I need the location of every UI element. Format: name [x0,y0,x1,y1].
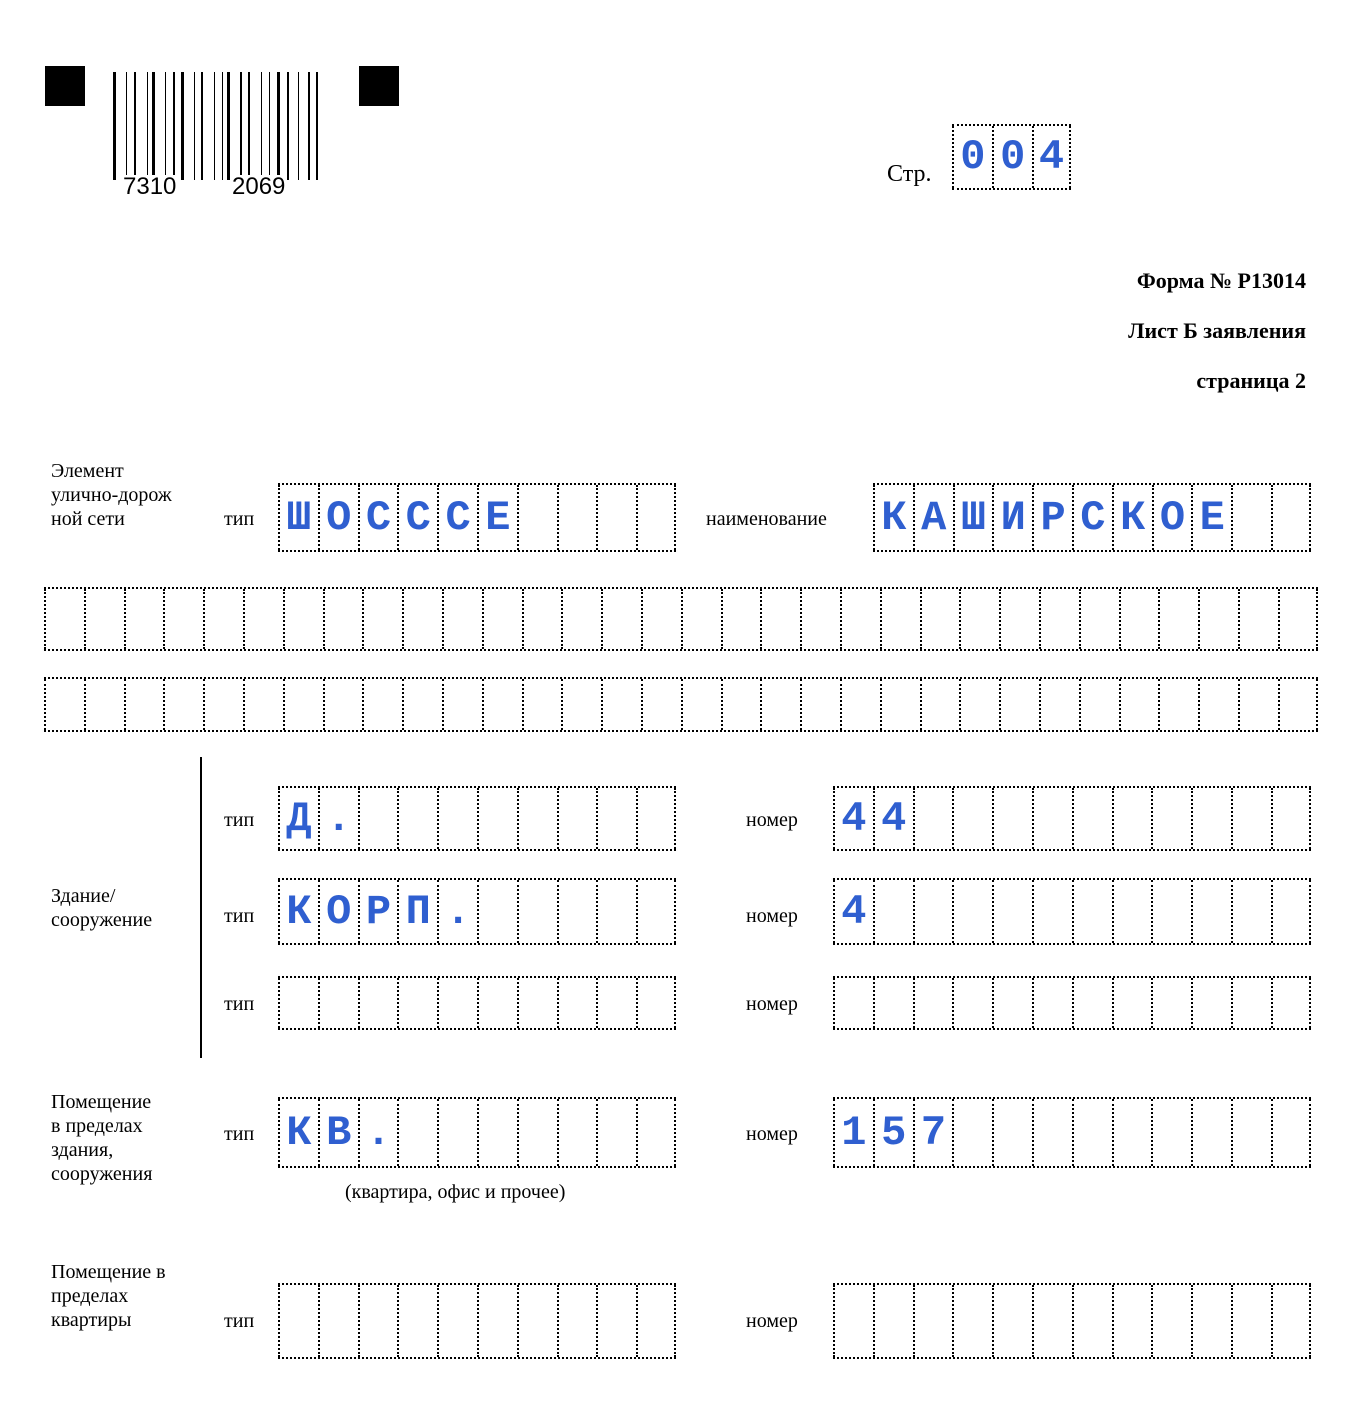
building-row-2-number-cells[interactable] [833,878,1311,945]
building-row-2-type-cells[interactable] [278,878,676,945]
extra-line-2-cell[interactable] [283,679,323,730]
road-type-cell[interactable] [517,485,557,550]
building-row-1-type-cell[interactable] [517,788,557,849]
building-row-1-number-cell[interactable] [1112,788,1152,849]
extra-line-1-cell[interactable] [1039,589,1079,649]
apartment-number-label: номер [746,1310,798,1332]
building-row-2-number-cell[interactable] [992,880,1032,943]
apartment-type-cell[interactable] [477,1285,517,1357]
extra-line-1-cell[interactable] [721,589,761,649]
page-number-cell: 0 [992,126,1032,188]
extra-line-2-cell[interactable] [243,679,283,730]
apartment-type-cell[interactable] [636,1285,676,1357]
extra-line-2-cell[interactable] [323,679,363,730]
alignment-marker-right [359,66,399,106]
premises-number-cell[interactable] [1271,1099,1311,1166]
extra-line-1-cell[interactable] [362,589,402,649]
extra-line-1-cell[interactable] [561,589,601,649]
extra-line-1-cell[interactable] [840,589,880,649]
extra-line-2-cell[interactable] [203,679,243,730]
building-row-2-number-cell[interactable] [1072,880,1112,943]
building-row-3-type-cell[interactable] [318,978,358,1028]
apartment-number-cell[interactable] [1112,1285,1152,1357]
extra-line-1-cell[interactable] [124,589,164,649]
premises-type-cell[interactable]: В [318,1099,358,1166]
building-row-1-type-cell[interactable]: Д [278,788,318,849]
premises-number-cell[interactable]: 1 [833,1099,873,1166]
road-type-cell[interactable]: С [397,485,437,550]
building-row-3-number-cell[interactable] [1191,978,1231,1028]
building-row-1-number-cells[interactable] [833,786,1311,851]
form-sheet: Лист Б заявления [1128,318,1306,343]
page-number-cell: 4 [1032,126,1072,188]
barcode-bar [261,72,262,180]
apartment-type-label: тип [224,1310,255,1332]
premises-number-cell[interactable] [952,1099,992,1166]
extra-line-1-cell[interactable] [959,589,999,649]
premises-number-cell[interactable] [1191,1099,1231,1166]
building-row-2-number-cell[interactable] [1271,880,1311,943]
barcode-bar [248,72,250,180]
extra-line-2-cell[interactable] [124,679,164,730]
extra-line-1-cell[interactable] [880,589,920,649]
road-type-cell[interactable]: С [437,485,477,550]
barcode-bar [165,72,166,180]
road-name-cell[interactable]: О [1152,485,1192,550]
road-name-cell[interactable] [1231,485,1271,550]
building-row-1-number-cell[interactable] [992,788,1032,849]
road-name-cell[interactable]: Ш [953,485,993,550]
road-name-cell[interactable]: И [992,485,1032,550]
extra-line-2-cell[interactable] [681,679,721,730]
building-row-2-number-label: номер [746,905,798,927]
building-row-2-type-cell[interactable]: П [397,880,437,943]
building-row-1-number-cell[interactable] [1072,788,1112,849]
apartment-number-cell[interactable] [1072,1285,1112,1357]
barcode-bar [308,72,310,180]
apartment-number-cell[interactable] [992,1285,1032,1357]
premises-type-cell[interactable] [437,1099,477,1166]
barcode-bar [222,72,223,180]
premises-type-label: тип [224,1123,255,1145]
road-type-cell[interactable] [557,485,597,550]
premises-type-cell[interactable] [397,1099,437,1166]
form-number: Форма № Р13014 [1136,268,1306,293]
building-row-2-type-cell[interactable]: . [437,880,477,943]
apartment-type-cell[interactable] [517,1285,557,1357]
road-name-cell[interactable]: Е [1191,485,1231,550]
road-type-cell[interactable] [596,485,636,550]
extra-line-2-cell[interactable] [362,679,402,730]
building-row-1-number-cell[interactable] [913,788,953,849]
extra-line-2-cell[interactable] [482,679,522,730]
barcode-left-digits: 7310 [123,173,177,200]
extra-line-1-cells[interactable] [44,587,1318,651]
extra-line-1-cell[interactable] [1079,589,1119,649]
building-row-1-number-cell[interactable] [1151,788,1191,849]
road-type-cell[interactable]: Е [477,485,517,550]
premises-number-cell[interactable] [1072,1099,1112,1166]
extra-line-2-cell[interactable] [402,679,442,730]
building-row-2-type-cell[interactable]: О [318,880,358,943]
premises-type-cell[interactable]: К [278,1099,318,1166]
building-row-2-type-cell[interactable] [517,880,557,943]
building-bracket-line [200,757,202,1058]
premises-type-cell[interactable] [596,1099,636,1166]
road-type-cell[interactable]: С [358,485,398,550]
road-name-cell[interactable]: К [873,485,913,550]
extra-line-2-cell[interactable] [1039,679,1079,730]
barcode-bar [227,72,230,180]
apartment-number-cell[interactable] [1231,1285,1271,1357]
extra-line-2-cell[interactable] [1198,679,1238,730]
extra-line-2-cell[interactable] [561,679,601,730]
premises-type-cell[interactable] [517,1099,557,1166]
apartment-type-cell[interactable] [557,1285,597,1357]
building-row-2-number-cell[interactable] [1032,880,1072,943]
premises-number-cell[interactable]: 7 [913,1099,953,1166]
apartment-number-cell[interactable] [1151,1285,1191,1357]
extra-line-1-cell[interactable] [1158,589,1198,649]
extra-line-2-cell[interactable] [920,679,960,730]
building-row-1-number-cell[interactable] [1231,788,1271,849]
road-name-cells[interactable] [873,483,1311,552]
extra-line-2-cell[interactable] [641,679,681,730]
building-row-3-type-cell[interactable] [278,978,318,1028]
building-row-1-type-label: тип [224,809,255,831]
apartment-number-cell[interactable] [873,1285,913,1357]
road-name-cell[interactable]: Р [1032,485,1072,550]
building-row-2-type-cell[interactable]: Р [358,880,398,943]
road-name-cell[interactable]: С [1072,485,1112,550]
premises-number-cell[interactable] [992,1099,1032,1166]
building-row-2-number-cell[interactable] [1151,880,1191,943]
building-row-1-type-cells[interactable] [278,786,676,851]
extra-line-2-cell[interactable] [840,679,880,730]
building-row-3-type-cell[interactable] [437,978,477,1028]
road-name-cell[interactable]: А [913,485,953,550]
extra-line-2-cell[interactable] [442,679,482,730]
road-name-label: наименование [706,508,827,530]
building-row-3-number-cell[interactable] [1271,978,1311,1028]
barcode-bar [298,72,299,180]
apartment-label: Помещение в пределах квартиры [51,1261,166,1331]
barcode-bar [152,72,155,180]
extra-line-1-cell[interactable] [323,589,363,649]
extra-line-2-cell[interactable] [163,679,203,730]
extra-line-2-cell[interactable] [1238,679,1278,730]
apartment-number-cell[interactable] [1032,1285,1072,1357]
road-type-cell[interactable]: О [318,485,358,550]
extra-line-2-cell[interactable] [44,679,84,730]
building-row-2-number-cell[interactable] [1112,880,1152,943]
extra-line-1-cell[interactable] [1238,589,1278,649]
building-row-2-number-cell[interactable] [1191,880,1231,943]
building-row-3-type-cell[interactable] [397,978,437,1028]
building-row-3-number-cell[interactable] [1112,978,1152,1028]
extra-line-2-cell[interactable] [84,679,124,730]
building-row-1-type-cell[interactable] [437,788,477,849]
extra-line-1-cell[interactable] [1119,589,1159,649]
barcode [113,72,335,202]
extra-line-1-cell[interactable] [163,589,203,649]
building-row-2-type-cell[interactable]: К [278,880,318,943]
building-row-1-type-cell[interactable] [358,788,398,849]
premises-type-cell[interactable] [557,1099,597,1166]
page-number-cell: 0 [952,126,992,188]
road-name-cell[interactable]: К [1112,485,1152,550]
building-row-3-type-cell[interactable] [358,978,398,1028]
apartment-type-cell[interactable] [278,1285,318,1357]
extra-line-2-cell[interactable] [601,679,641,730]
extra-line-2-cell[interactable] [1119,679,1159,730]
barcode-bar [147,72,148,180]
building-row-1-type-cell[interactable] [397,788,437,849]
barcode-right-digits: 2069 [232,173,286,200]
apartment-number-cell[interactable] [913,1285,953,1357]
barcode-bar [134,72,136,180]
building-row-3-type-cells[interactable] [278,976,676,1030]
extra-line-1-cell[interactable] [800,589,840,649]
premises-number-cells[interactable] [833,1097,1311,1168]
road-type-cells[interactable] [278,483,676,552]
road-name-cell[interactable] [1271,485,1311,550]
apartment-type-cell[interactable] [358,1285,398,1357]
extra-line-1-cell[interactable] [482,589,522,649]
barcode-bar [287,72,289,180]
apartment-number-cell[interactable] [1191,1285,1231,1357]
barcode-bar [194,72,195,180]
apartment-type-cell[interactable] [596,1285,636,1357]
building-row-2-number-cell[interactable]: 4 [833,880,873,943]
apartment-number-cells[interactable] [833,1283,1311,1359]
extra-line-1-cell[interactable] [681,589,721,649]
building-row-3-type-cell[interactable] [557,978,597,1028]
extra-line-1-cell[interactable] [641,589,681,649]
building-row-3-type-label: тип [224,993,255,1015]
building-row-1-number-label: номер [746,809,798,831]
barcode-bar [201,72,203,180]
barcode-bar [214,72,215,180]
building-row-3-type-cell[interactable] [517,978,557,1028]
road-type-label: тип [224,508,255,530]
barcode-bar [269,72,270,180]
extra-line-1-cell[interactable] [203,589,243,649]
extra-line-2-cells[interactable] [44,677,1318,732]
page-number-label: Стр. [887,161,932,187]
page-number-cells [952,124,1071,190]
barcode-bar [126,72,127,180]
apartment-type-cell[interactable] [318,1285,358,1357]
extra-line-1-cell[interactable] [1198,589,1238,649]
building-row-3-type-cell[interactable] [636,978,676,1028]
extra-line-2-cell[interactable] [880,679,920,730]
barcode-bar [240,72,242,180]
building-row-3-number-cell[interactable] [873,978,913,1028]
building-row-3-number-label: номер [746,993,798,1015]
building-row-3-number-cells[interactable] [833,976,1311,1030]
barcode-bar [316,72,318,180]
extra-line-1-cell[interactable] [44,589,84,649]
extra-line-1-cell[interactable] [601,589,641,649]
apartment-type-cells[interactable] [278,1283,676,1359]
premises-label: Помещение в пределах здания, сооружения [51,1091,153,1185]
building-row-3-number-cell[interactable] [833,978,873,1028]
building-row-1-number-cell[interactable] [952,788,992,849]
premises-type-cell[interactable]: . [358,1099,398,1166]
building-row-2-type-cell[interactable] [596,880,636,943]
premises-type-hint: (квартира, офис и прочее) [345,1181,566,1203]
apartment-number-cell[interactable] [952,1285,992,1357]
building-row-2-number-cell[interactable] [1231,880,1271,943]
building-row-2-number-cell[interactable] [952,880,992,943]
premises-number-cell[interactable] [1151,1099,1191,1166]
road-type-cell[interactable] [636,485,676,550]
building-row-3-type-cell[interactable] [477,978,517,1028]
building-row-1-type-cell[interactable] [636,788,676,849]
apartment-type-cell[interactable] [397,1285,437,1357]
building-row-3-number-cell[interactable] [1231,978,1271,1028]
building-row-3-number-cell[interactable] [913,978,953,1028]
extra-line-1-cell[interactable] [920,589,960,649]
extra-line-2-cell[interactable] [1158,679,1198,730]
building-row-2-type-label: тип [224,905,255,927]
barcode-bar [277,72,280,180]
extra-line-1-cell[interactable] [522,589,562,649]
extra-line-2-cell[interactable] [522,679,562,730]
barcode-bar [173,72,175,180]
barcode-bar [113,72,116,180]
premises-type-cells[interactable] [278,1097,676,1168]
premises-number-cell[interactable] [1231,1099,1271,1166]
extra-line-2-cell[interactable] [959,679,999,730]
extra-line-1-cell[interactable] [243,589,283,649]
premises-number-label: номер [746,1123,798,1145]
building-row-2-number-cell[interactable] [913,880,953,943]
extra-line-2-cell[interactable] [999,679,1039,730]
apartment-number-cell[interactable] [833,1285,873,1357]
building-row-3-number-cell[interactable] [1032,978,1072,1028]
premises-number-cell[interactable] [1032,1099,1072,1166]
premises-number-cell[interactable] [1112,1099,1152,1166]
extra-line-1-cell[interactable] [84,589,124,649]
premises-number-cell[interactable]: 5 [873,1099,913,1166]
building-row-3-number-cell[interactable] [1151,978,1191,1028]
extra-line-1-cell[interactable] [760,589,800,649]
building-row-3-type-cell[interactable] [596,978,636,1028]
road-element-label: Элемент улично-дорож ной сети [51,460,172,530]
extra-line-1-cell[interactable] [402,589,442,649]
building-row-3-number-cell[interactable] [1072,978,1112,1028]
extra-line-1-cell[interactable] [1278,589,1318,649]
extra-line-1-cell[interactable] [999,589,1039,649]
form-page: страница 2 [1196,368,1306,393]
building-row-1-number-cell[interactable]: 4 [833,788,873,849]
building-row-2-type-cell[interactable] [557,880,597,943]
building-row-2-number-cell[interactable] [873,880,913,943]
apartment-type-cell[interactable] [437,1285,477,1357]
building-row-1-type-cell[interactable]: . [318,788,358,849]
building-row-2-type-cell[interactable] [477,880,517,943]
building-row-1-number-cell[interactable] [1191,788,1231,849]
building-row-1-number-cell[interactable]: 4 [873,788,913,849]
extra-line-1-cell[interactable] [283,589,323,649]
premises-type-cell[interactable] [636,1099,676,1166]
barcode-bars [113,72,335,180]
building-row-3-number-cell[interactable] [952,978,992,1028]
building-row-1-number-cell[interactable] [1271,788,1311,849]
building-row-1-type-cell[interactable] [557,788,597,849]
extra-line-2-cell[interactable] [760,679,800,730]
building-row-3-number-cell[interactable] [992,978,1032,1028]
extra-line-2-cell[interactable] [721,679,761,730]
building-row-1-type-cell[interactable] [477,788,517,849]
building-row-2-type-cell[interactable] [636,880,676,943]
extra-line-2-cell[interactable] [1278,679,1318,730]
building-label: Здание/ сооружение [51,885,153,931]
premises-type-cell[interactable] [477,1099,517,1166]
extra-line-1-cell[interactable] [442,589,482,649]
building-row-1-type-cell[interactable] [596,788,636,849]
extra-line-2-cell[interactable] [800,679,840,730]
road-type-cell[interactable]: Ш [278,485,318,550]
alignment-marker-left [45,66,85,106]
building-row-1-number-cell[interactable] [1032,788,1072,849]
extra-line-2-cell[interactable] [1079,679,1119,730]
apartment-number-cell[interactable] [1271,1285,1311,1357]
barcode-bar [181,72,184,180]
